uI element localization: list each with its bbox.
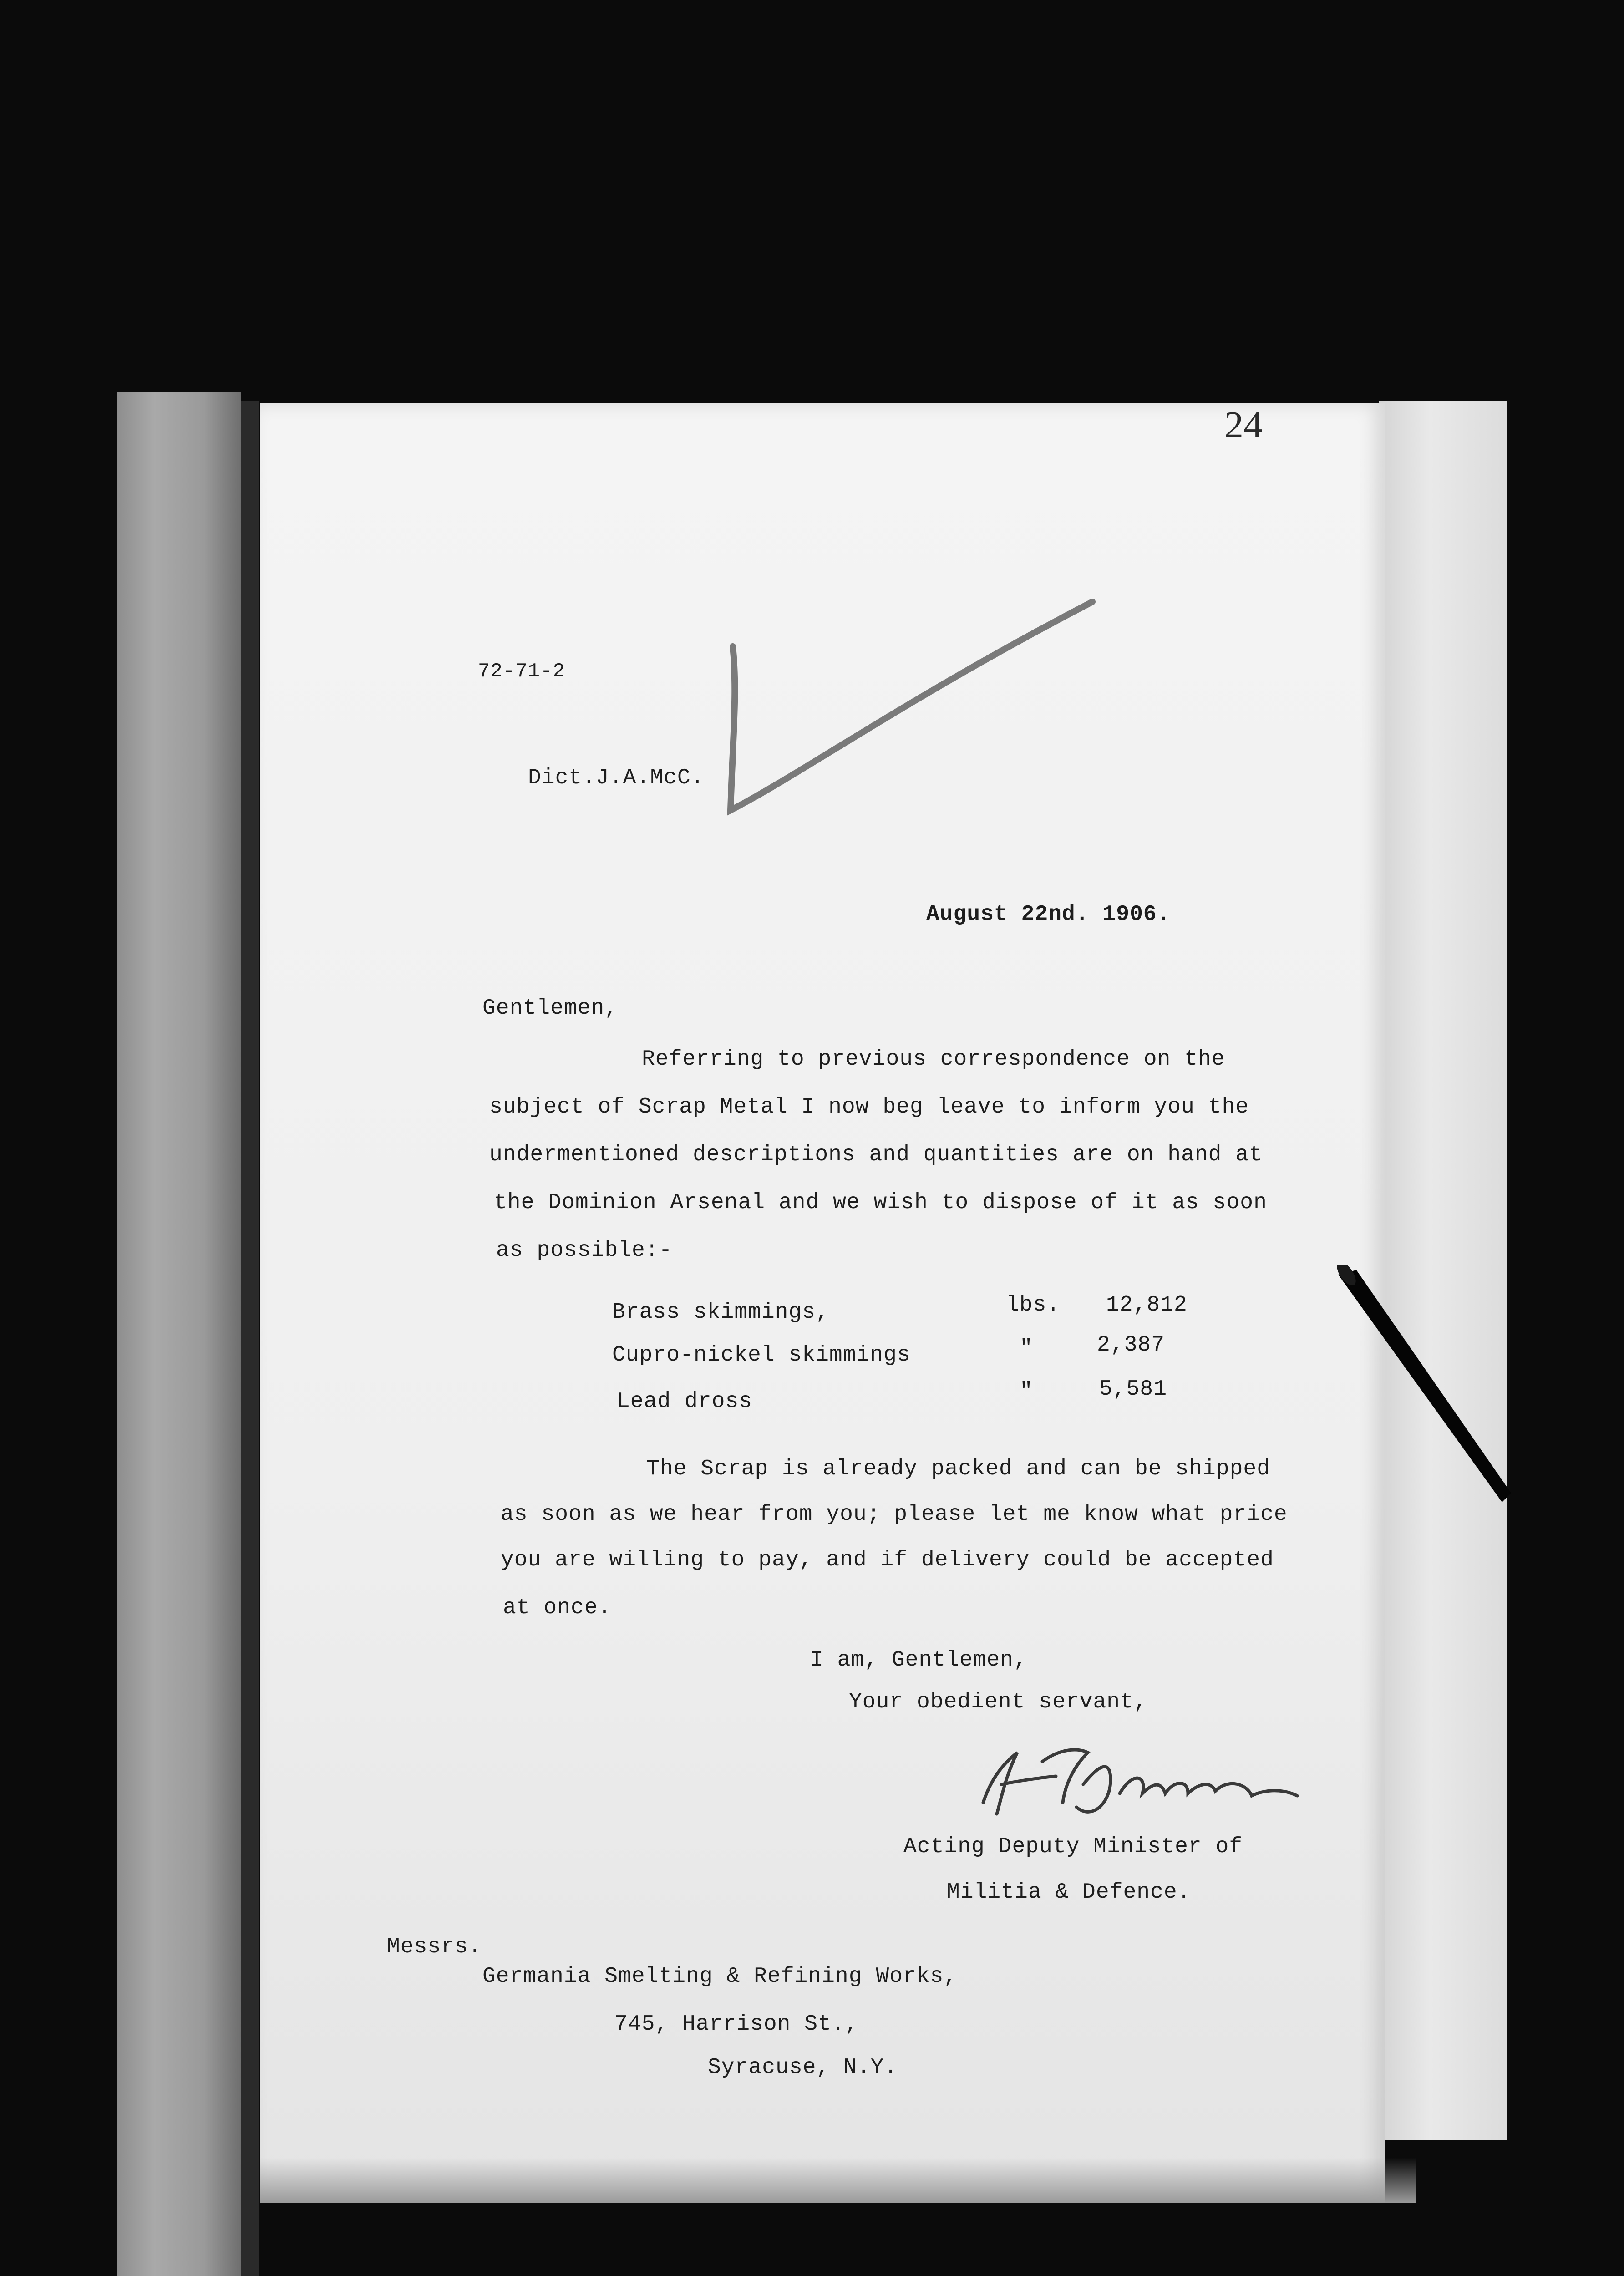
spine-gutter — [241, 401, 259, 2276]
complimentary-close: I am, Gentlemen, — [810, 1648, 1027, 1672]
item-quantity: 12,812 — [1106, 1293, 1188, 1317]
signer-department: Militia & Defence. — [947, 1880, 1191, 1905]
file-reference: 72-71-2 — [478, 660, 565, 683]
servant-line: Your obedient servant, — [849, 1690, 1147, 1714]
salutation: Gentlemen, — [482, 996, 619, 1021]
item-quantity: 2,387 — [1097, 1333, 1165, 1357]
closing-line: at once. — [503, 1595, 612, 1620]
check-mark-icon — [719, 592, 1111, 828]
addressee-street: 745, Harrison St., — [614, 2012, 859, 2037]
item-description: Brass skimmings, — [612, 1300, 829, 1325]
item-description: Lead dross — [617, 1389, 753, 1414]
item-description: Cupro-nickel skimmings — [612, 1343, 911, 1367]
addressee-city: Syracuse, N.Y. — [708, 2055, 898, 2080]
closing-line: as soon as we hear from you; please let me know what price — [501, 1502, 1288, 1527]
book-spine — [117, 392, 241, 2276]
signer-title: Acting Deputy Minister of — [903, 1834, 1243, 1859]
closing-line: you are willing to pay, and if delivery could be accepted — [501, 1548, 1274, 1572]
signature-icon — [974, 1734, 1311, 1825]
body-line: undermentioned descriptions and quantities are on hand at — [489, 1143, 1263, 1167]
page-bottom-shadow — [260, 2158, 1416, 2203]
dictation-line: Dict.J.A.McC. — [528, 766, 705, 790]
item-unit: lbs. — [1006, 1293, 1061, 1317]
body-line: as possible:- — [496, 1238, 673, 1263]
body-line: the Dominion Arsenal and we wish to dispose of it as soon — [494, 1190, 1267, 1215]
body-line: subject of Scrap Metal I now beg leave to inform you the — [489, 1095, 1249, 1119]
pen-icon — [1329, 1265, 1511, 1520]
item-unit: " — [1020, 1336, 1033, 1361]
addressee-company: Germania Smelting & Refining Works, — [482, 1964, 958, 1989]
item-unit: " — [1020, 1379, 1033, 1404]
body-line: Referring to previous correspondence on the — [642, 1047, 1225, 1072]
item-quantity: 5,581 — [1099, 1377, 1167, 1402]
closing-line: The Scrap is already packed and can be shipped — [646, 1457, 1271, 1481]
addressee-messrs: Messrs. — [387, 1935, 482, 1959]
folio-number: 24 — [1224, 404, 1263, 446]
letter-date: August 22nd. 1906. — [926, 902, 1171, 927]
